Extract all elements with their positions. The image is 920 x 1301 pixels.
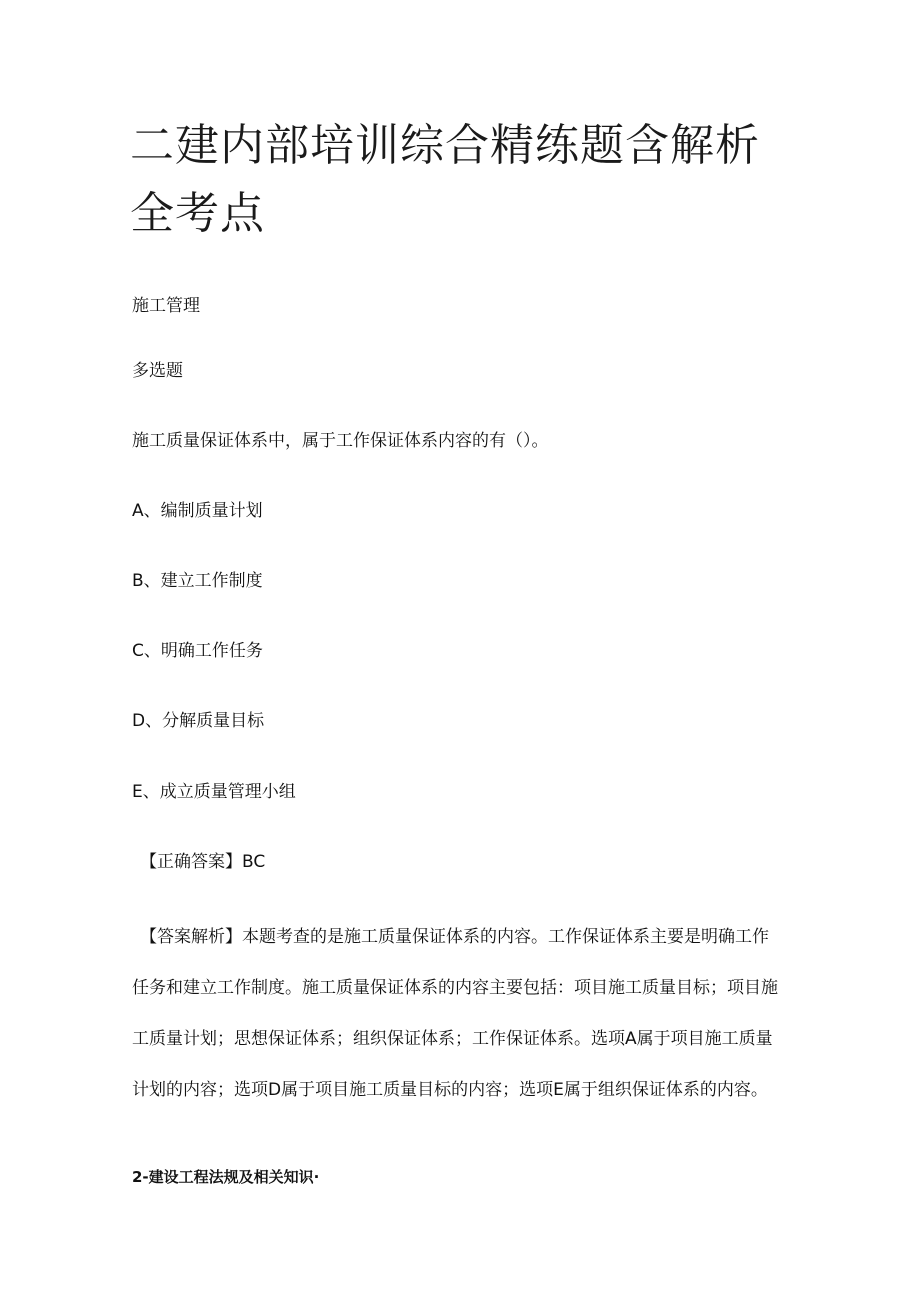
question-type-label: 多选题 (132, 361, 183, 381)
option-a: A、编制质量计划 (132, 501, 263, 521)
correct-answer: 【正确答案】BC (140, 852, 266, 872)
answer-analysis: 【答案解析】本题考查的是施工质量保证体系的内容。工作保证体系主要是明确工作任务和建立工作制度。施工质量保证体系的内容主要包括：项目施工质量目标；项目施工质量计划；思想保证体系；组织保证体系；工作保证体系。选项A属于项目施工质量计划的内容；选项D属于项目施工质量目标的内容；选项E属于组织保证体系的内容。 (132, 927, 778, 1100)
document-title: 二建内部培训综合精练题含解析全考点 (130, 120, 760, 239)
option-d: D、分解质量目标 (132, 711, 265, 731)
option-c: C、明确工作任务 (132, 641, 263, 661)
option-b: B、建立工作制度 (132, 571, 263, 591)
subject-label: 施工管理 (132, 296, 200, 316)
next-section-heading: 2-建设工程法规及相关知识· (132, 1168, 320, 1186)
option-e: E、成立质量管理小组 (132, 782, 296, 802)
question-text: 施工质量保证体系中，属于工作保证体系内容的有（）。 (132, 431, 549, 451)
